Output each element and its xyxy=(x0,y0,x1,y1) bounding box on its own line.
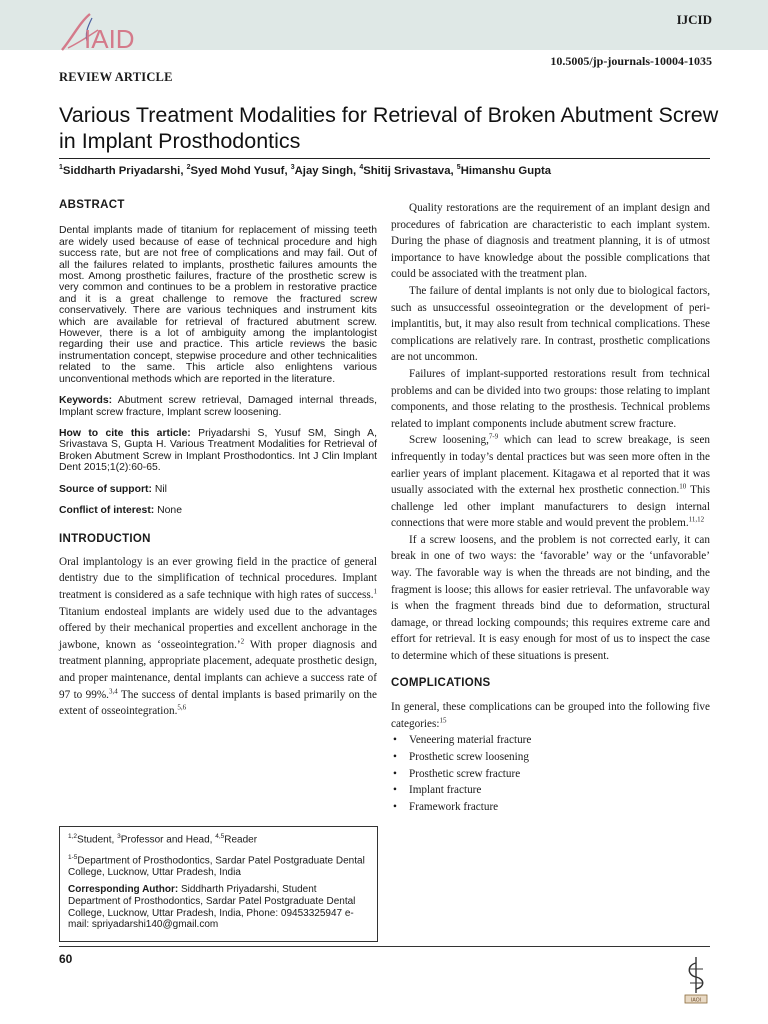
abstract-body: Dental implants made of titanium for replacement of missing teeth are widely used because of ease of technical procedure and high success rate, but are not free of complications and may fail. Out of all the failures related to implants, prosthetic failures amounts the most. Among prosthetic failures, fracture of the prosthetic screw is very common and continues to be a problem in restorative practice and it is a great challenge to remove the fractured screw conservatively. There are various techniques and instrument kits which are available for retrieval of fractured abutment screw. However, there is a lot of ambiguity among the implantologist regarding their use and practice. This article reviews the basic instrumentation concept, stepwise procedure and other technicalities related to the same. This article also enlightens various unconventional methods which are reported in the literature. xyxy=(59,225,377,385)
title-divider xyxy=(59,158,710,159)
corr-name: Siddharth Priyadarshi, Student xyxy=(180,884,317,896)
corresponding-author xyxy=(68,884,369,930)
role-text: Professor and Head, xyxy=(120,834,216,846)
paragraph: Quality restorations are the requirement of an implant design and procedures of fabrication are characteristic to each implant system. During the phase of diagnosis and treatment planning, it is of utmost importance to have knowledge about the possible complications that could be associated with the treatment plan. xyxy=(391,202,710,281)
citation-sup: 1 xyxy=(373,587,377,596)
paragraph: The failure of dental implants is not only due to biological factors, such as unsuccessful osseointegration or the development of peri-implantitis, but, it may also result from technical complications. These complications are relatively rare. In contrast, prosthetic complications are not uncommon. xyxy=(391,284,710,364)
intro-text: The success of dental implants is based primarily on the extent of osseointegration. xyxy=(59,688,377,718)
association-emblem xyxy=(683,955,709,1010)
citation-label: How to cite this article: xyxy=(59,427,191,439)
list-item: • Prosthetic screw fracture xyxy=(391,766,710,783)
author-affiliation-box xyxy=(59,826,378,942)
article-title: Various Treatment Modalities for Retrieval of Broken Abutment Screw in Implant Prosthodontics xyxy=(59,103,719,153)
introduction-paragraph xyxy=(59,554,377,720)
citation-sup: 2 xyxy=(240,636,245,645)
support-label: Source of support: xyxy=(59,483,152,495)
keywords-text: Abutment screw retrieval, Damaged internal threads, Implant screw fracture, Implant screw loosening. xyxy=(59,395,377,418)
complications-intro xyxy=(391,699,710,732)
dept-text: Department of Prosthodontics, Sardar Patel Postgraduate Dental College, Lucknow, Uttar Pradesh, India xyxy=(68,855,365,878)
left-column xyxy=(59,200,377,720)
logo-text: IAID xyxy=(84,24,135,54)
author-sup: 1 xyxy=(59,164,63,171)
conflict-label: Conflict of interest: xyxy=(59,504,155,516)
complications-heading: COMPLICATIONS xyxy=(391,676,491,689)
citation-sup: 15 xyxy=(439,716,447,725)
paragraph xyxy=(391,432,710,532)
journal-abbreviation: IJCID xyxy=(676,12,712,27)
para-text: Screw loosening, xyxy=(409,434,489,447)
complication-categories xyxy=(391,732,710,815)
role-text: Reader xyxy=(224,834,258,846)
citation-sup: 7-9 xyxy=(488,432,499,441)
citation xyxy=(59,428,377,474)
paragraph: Failures of implant-supported restorations result from technical problems and can be divided into two groups: those relating to implant components, and those relating to the prosthesis. Technical problems related to implant components include abutment screw fracture. xyxy=(391,367,710,430)
author-name: Himanshu Gupta xyxy=(460,164,552,177)
author-name: Syed Mohd Yusuf xyxy=(190,164,285,177)
corr-details: Department of Prosthodontics, Sardar Patel Postgraduate Dental College, Lucknow, Uttar Pradesh, India, Phone: 09453325947 e-mail: spriyadarshi140@gmail.com xyxy=(68,896,356,931)
affiliation-roles xyxy=(68,831,369,846)
paragraph: If a screw loosens, and the problem is not corrected early, it can break in one of two ways: the ‘favorable’ way or the ‘unfavorable’ way. The favorable way is when the threads are not binding, and the fragment is loose; this allows for easier retrieval. The unfavorable way is when the fragment threads bind due to deformation, structural damage, or thread locking compounds; this requires extreme care and effort for retrieval. It is easy enough for most of us to inspect the case to determine which of these situations is present. xyxy=(391,533,710,663)
role-text: Student, xyxy=(77,834,118,846)
list-item: • Veneering material fracture xyxy=(391,732,710,749)
intro-text: Oral implantology is an ever growing field in the practice of general dentistry due to the simplification of technical procedures. Implant treatment is considered as a safe technique with high rates of success. xyxy=(59,555,377,601)
source-of-support xyxy=(59,484,377,495)
role-sup: 1,2 xyxy=(68,833,78,840)
intro-text: Titanium endosteal implants are widely used due to the advantages offered by their mechanical properties and excellent anchorage in the jawbone, known as ‘osseointegration.’ xyxy=(59,605,377,651)
citation-sup: 11,12 xyxy=(688,515,705,524)
keywords xyxy=(59,395,377,418)
conflict-text: None xyxy=(157,504,182,516)
role-sup: 4,5 xyxy=(215,833,225,840)
article-type: REVIEW ARTICLE xyxy=(59,70,173,84)
citation-sup: 10 xyxy=(679,482,687,491)
support-text: Nil xyxy=(154,483,167,495)
list-item: • Implant fracture xyxy=(391,782,710,799)
doi[interactable]: 10.5005/jp-journals-10004-1035 xyxy=(550,54,712,68)
comp-intro-text: In general, these complications can be grouped into the following five categories: xyxy=(391,701,710,730)
list-item: • Prosthetic screw loosening xyxy=(391,749,710,766)
conflict-of-interest xyxy=(59,505,377,516)
para-text: which can lead to screw breakage, is seen infrequently in today’s dental practices but was seen more often in the earlier years of implant placement. Kitagawa et al reported that it was usually associated with the external hex prosthetic connection. xyxy=(391,434,711,497)
author-name: Siddharth Priyadarshi xyxy=(62,164,181,177)
footer-divider xyxy=(59,946,710,947)
corr-label: Corresponding Author: xyxy=(68,884,179,896)
abstract-heading: ABSTRACT xyxy=(59,199,125,211)
author-name: Shitij Srivastava xyxy=(363,164,451,177)
citation-sup: 5,6 xyxy=(177,703,187,712)
role-sup: 3 xyxy=(117,833,121,840)
author-sup: 5 xyxy=(456,164,461,171)
emblem-text: IAOI xyxy=(690,997,702,1004)
intro-text: With proper diagnosis and treatment planning, appropriate placement, adequate prosthetic design, and proper maintenance, dental implants can achieve a success rate of 97 to 99%. xyxy=(59,638,377,701)
journal-logo xyxy=(58,8,150,61)
right-column xyxy=(391,200,710,815)
emblem-icon xyxy=(683,955,709,1005)
dept-sup: 1-5 xyxy=(68,853,78,861)
iaid-logo-icon xyxy=(58,8,150,56)
author-name: Ajay Singh xyxy=(294,164,354,177)
introduction-heading: INTRODUCTION xyxy=(59,533,151,546)
page-number: 60 xyxy=(59,952,73,966)
author-list: $^1$Siddharth Priyadarshi, $^2$Syed Mohd Yusuf, $^3$Ajay Singh, $^4$Shitij Srivastava, $^5$Himanshu Gupta xyxy=(59,164,552,177)
affiliation-department xyxy=(68,852,369,879)
para-text: This challenge led other implant manufacturers to design internal connections that were more stable and would prevent the problem. xyxy=(391,484,711,530)
citation-sup: 3,4 xyxy=(108,686,118,695)
author-sup: 2 xyxy=(186,164,191,171)
author-sup: 4 xyxy=(359,164,364,171)
list-item: • Framework fracture xyxy=(391,799,710,816)
keywords-label: Keywords: xyxy=(59,395,113,407)
author-sup: 3 xyxy=(290,164,295,171)
citation-text: Priyadarshi S, Yusuf SM, Singh A, Srivastava S, Gupta H. Various Treatment Modalities for Retrieval of Broken Abutment Screw in Implant Prosthodontics. Int J Clin Implant Dent 2015;1(2):60-65. xyxy=(59,427,377,474)
